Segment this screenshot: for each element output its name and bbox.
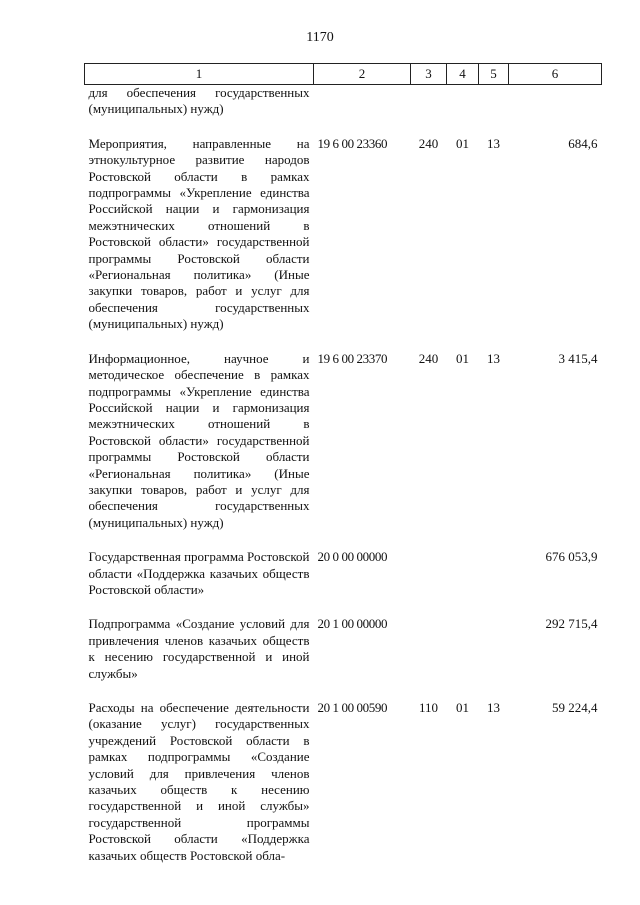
row-code: 20 0 00 00000 xyxy=(317,549,388,565)
column-header: 1 xyxy=(85,64,314,85)
row-description: Мероприятия, направленные на этнокультурное развитие народов Ростовской области в рамках подпрограммы «Укрепление единства Российской нации и гармонизация межэтнических отношений в Ростовской области» государственной программы Ростовской области «Региональная политика» (Иные закупки товаров, работ и услуг для обеспечения государственных (муниципальных) нужд) xyxy=(88,135,310,332)
row-rz xyxy=(447,549,479,616)
row-vr: 110 xyxy=(418,700,439,715)
row-pr: 13 xyxy=(487,700,500,715)
row-description: Подпрограмма «Создание условий для привлечения членов казачьих обществ к несению государственной и иной службы» xyxy=(88,616,310,681)
row-vr: 240 xyxy=(418,135,439,151)
row-rz xyxy=(447,616,479,700)
row-vr: 240 xyxy=(418,350,439,366)
row-pr xyxy=(479,616,509,700)
table-row xyxy=(85,700,602,882)
row-code: 19 6 00 23360 xyxy=(317,135,388,151)
row-description: Информационное, научное и методическое обеспечение в рамках подпрограммы «Укрепление единства Российской нации и гармонизация межэтнических отношений в Ростовской области» государственной программы Ростовской области «Региональная политика» (Иные закупки товаров, работ и услуг для обеспечения государственных (муниципальных) нужд) xyxy=(88,350,310,530)
row-pr: 13 xyxy=(487,350,500,366)
row-description: Государственная программа Ростовской области «Поддержка казачьих обществ Ростовской области» xyxy=(88,549,310,597)
column-header: 3 xyxy=(411,64,447,85)
row-rz: 01 xyxy=(456,700,469,715)
table-row xyxy=(85,616,602,700)
page-number: 1170 xyxy=(306,30,334,45)
table-row-continuation xyxy=(85,85,602,136)
column-header: 6 xyxy=(509,64,602,85)
row-description: Расходы на обеспечение деятельности (оказание услуг) государственных учреждений Ростовской области в рамках подпрограммы «Создание условий для привлечения членов казачьих обществ к несению государственной и иной службы» государственной программы Ростовской области «Поддержка казачьих обществ Ростовской обла- xyxy=(88,700,310,863)
budget-table xyxy=(84,63,602,882)
row-amount: 684,6 xyxy=(568,135,598,151)
column-header: 2 xyxy=(314,64,411,85)
row-vr xyxy=(411,549,447,616)
row-amount: 676 053,9 xyxy=(545,549,598,565)
row-amount: 59 224,4 xyxy=(552,700,598,715)
table-header-row xyxy=(85,64,602,85)
row-amount: 3 415,4 xyxy=(558,350,598,366)
column-header: 4 xyxy=(447,64,479,85)
row-rz: 01 xyxy=(456,135,469,151)
row-description: для обеспечения государственных (муниципальных) нужд) xyxy=(88,85,310,117)
row-code: 20 1 00 00000 xyxy=(317,616,388,632)
table-row xyxy=(85,351,602,549)
row-code: 20 1 00 00590 xyxy=(317,700,388,715)
row-pr xyxy=(479,549,509,616)
column-header: 5 xyxy=(479,64,509,85)
table-row xyxy=(85,549,602,616)
row-rz: 01 xyxy=(456,350,469,366)
row-code: 19 6 00 23370 xyxy=(317,350,388,366)
row-amount: 292 715,4 xyxy=(545,616,598,632)
row-vr xyxy=(411,616,447,700)
row-pr: 13 xyxy=(487,135,500,151)
table-row xyxy=(85,136,602,351)
